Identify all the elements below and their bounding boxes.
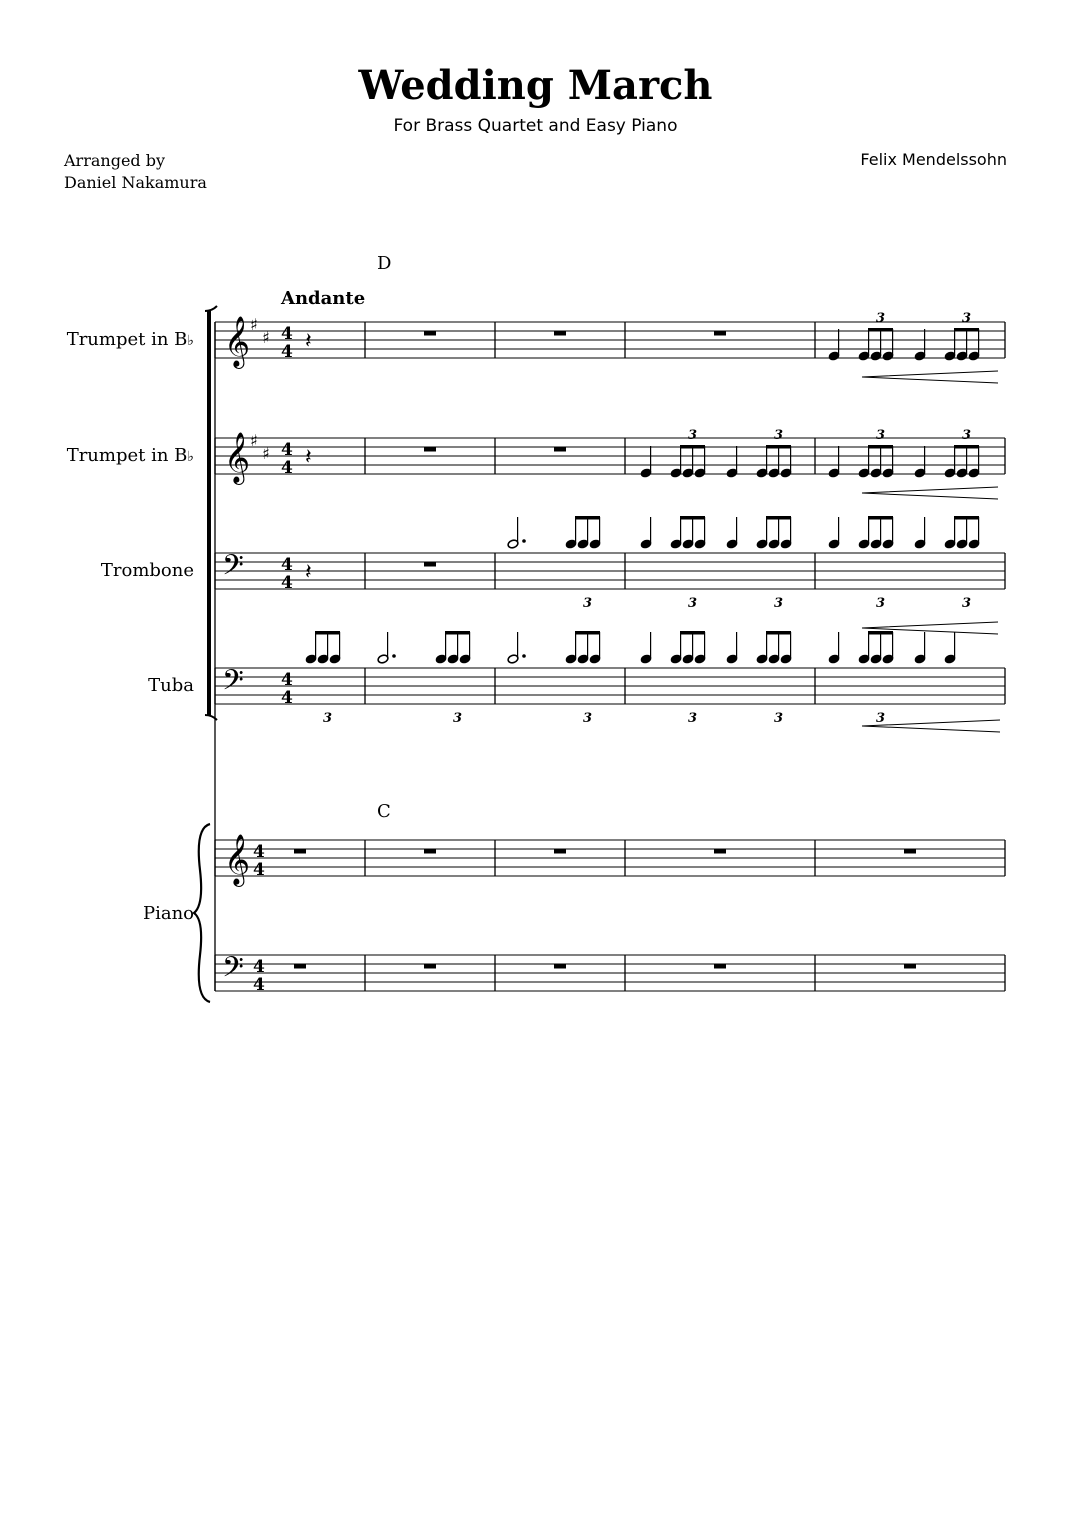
bass-clef-icon: 𝄢 [222,549,244,589]
tuplet-number: 3 [774,428,784,443]
time-signature-numerator: 4 [281,670,293,690]
tuplet-number: 3 [962,428,972,443]
beam [445,631,470,635]
whole-rest [904,849,916,854]
tuplet-number: 3 [876,428,886,443]
instrument-name: Trumpet in B [66,445,188,466]
key-signature-sharp-icon: ♯ [262,328,270,347]
instrument-label-trombone: Trombone [100,560,194,581]
time-signature-denominator: 4 [253,975,265,995]
beam [868,516,893,520]
tuplet-number: 3 [876,711,886,726]
treble-clef-icon: 𝄞 [224,316,251,367]
whole-rest [714,331,726,336]
tuplet-number: 3 [774,711,784,726]
key-signature-sharp-icon: ♯ [262,444,270,463]
arranger-label: Arranged by [64,151,166,170]
piano-brace [194,824,210,1002]
whole-rest [904,964,916,969]
tuplet-number: 3 [323,711,333,726]
beam [680,445,705,449]
tuplet-number: 3 [962,311,972,326]
whole-rest [424,562,436,567]
time-signature-numerator: 4 [253,957,265,977]
beam [766,516,791,520]
bass-clef-icon: 𝄢 [222,664,244,704]
time-signature-denominator: 4 [281,342,293,362]
tuplet-number: 3 [688,596,698,611]
tempo-marking: Andante [281,288,366,309]
time-signature-denominator: 4 [281,573,293,593]
instrument-label-tuba: Tuba [148,675,194,696]
time-signature-numerator: 4 [281,440,293,460]
beam [766,631,791,635]
time-signature-denominator: 4 [253,860,265,880]
whole-rest [554,447,566,452]
tuplet-number: 3 [583,596,593,611]
whole-rest [554,964,566,969]
arranger-name: Daniel Nakamura [64,173,207,192]
tuplet-number: 3 [453,711,463,726]
quarter-rest-icon: 𝄽 [305,445,312,470]
beam [954,516,979,520]
whole-rest [554,849,566,854]
tuplet-number: 3 [876,311,886,326]
page-subtitle: For Brass Quartet and Easy Piano [393,116,678,136]
whole-rest [424,331,436,336]
page-title: Wedding March [358,62,713,109]
whole-rest [294,849,306,854]
whole-rest [424,447,436,452]
beam [954,328,979,332]
whole-rest [714,964,726,969]
beam [868,328,893,332]
augmentation-dot [522,654,526,658]
whole-rest [294,964,306,969]
beam [575,631,600,635]
beam [954,445,979,449]
tuplet-number: 3 [774,596,784,611]
tuplet-number: 3 [583,711,593,726]
instrument-label-piano: Piano [142,903,194,924]
key-signature-sharp-icon: ♯ [250,431,258,450]
beam [315,631,340,635]
flat-sign: ♭ [187,449,194,465]
time-signature-numerator: 4 [281,324,293,344]
key-signature-sharp-icon: ♯ [250,315,258,334]
instrument-name: Trumpet in B [66,329,188,350]
time-signature-denominator: 4 [281,458,293,478]
beam [868,445,893,449]
augmentation-dot [522,539,526,543]
crescendo-hairpin [862,487,998,499]
bass-clef-icon: 𝄢 [222,951,244,991]
quarter-rest-icon: 𝄽 [305,329,312,354]
time-signature-denominator: 4 [281,688,293,708]
bracket-hook [205,306,217,311]
beam [766,445,791,449]
composer-credit: Felix Mendelssohn [860,150,1007,169]
whole-rest [424,849,436,854]
augmentation-dot [392,654,396,658]
treble-clef-icon: 𝄞 [224,834,251,885]
beam [868,631,893,635]
whole-rest [714,849,726,854]
quarter-rest-icon: 𝄽 [305,560,312,585]
beam [680,516,705,520]
tuplet-number: 3 [962,596,972,611]
time-signature-numerator: 4 [281,555,293,575]
treble-clef-icon: 𝄞 [224,432,251,483]
tuplet-number: 3 [688,711,698,726]
beam [680,631,705,635]
tuplet-number: 3 [876,596,886,611]
tuplet-number: 3 [688,428,698,443]
flat-sign: ♭ [187,333,194,349]
whole-rest [554,331,566,336]
time-signature-numerator: 4 [253,842,265,862]
crescendo-hairpin [862,371,998,383]
beam [575,516,600,520]
whole-rest [424,964,436,969]
chord-symbol-piano: C [377,801,391,822]
chord-symbol-brass: D [377,253,392,274]
